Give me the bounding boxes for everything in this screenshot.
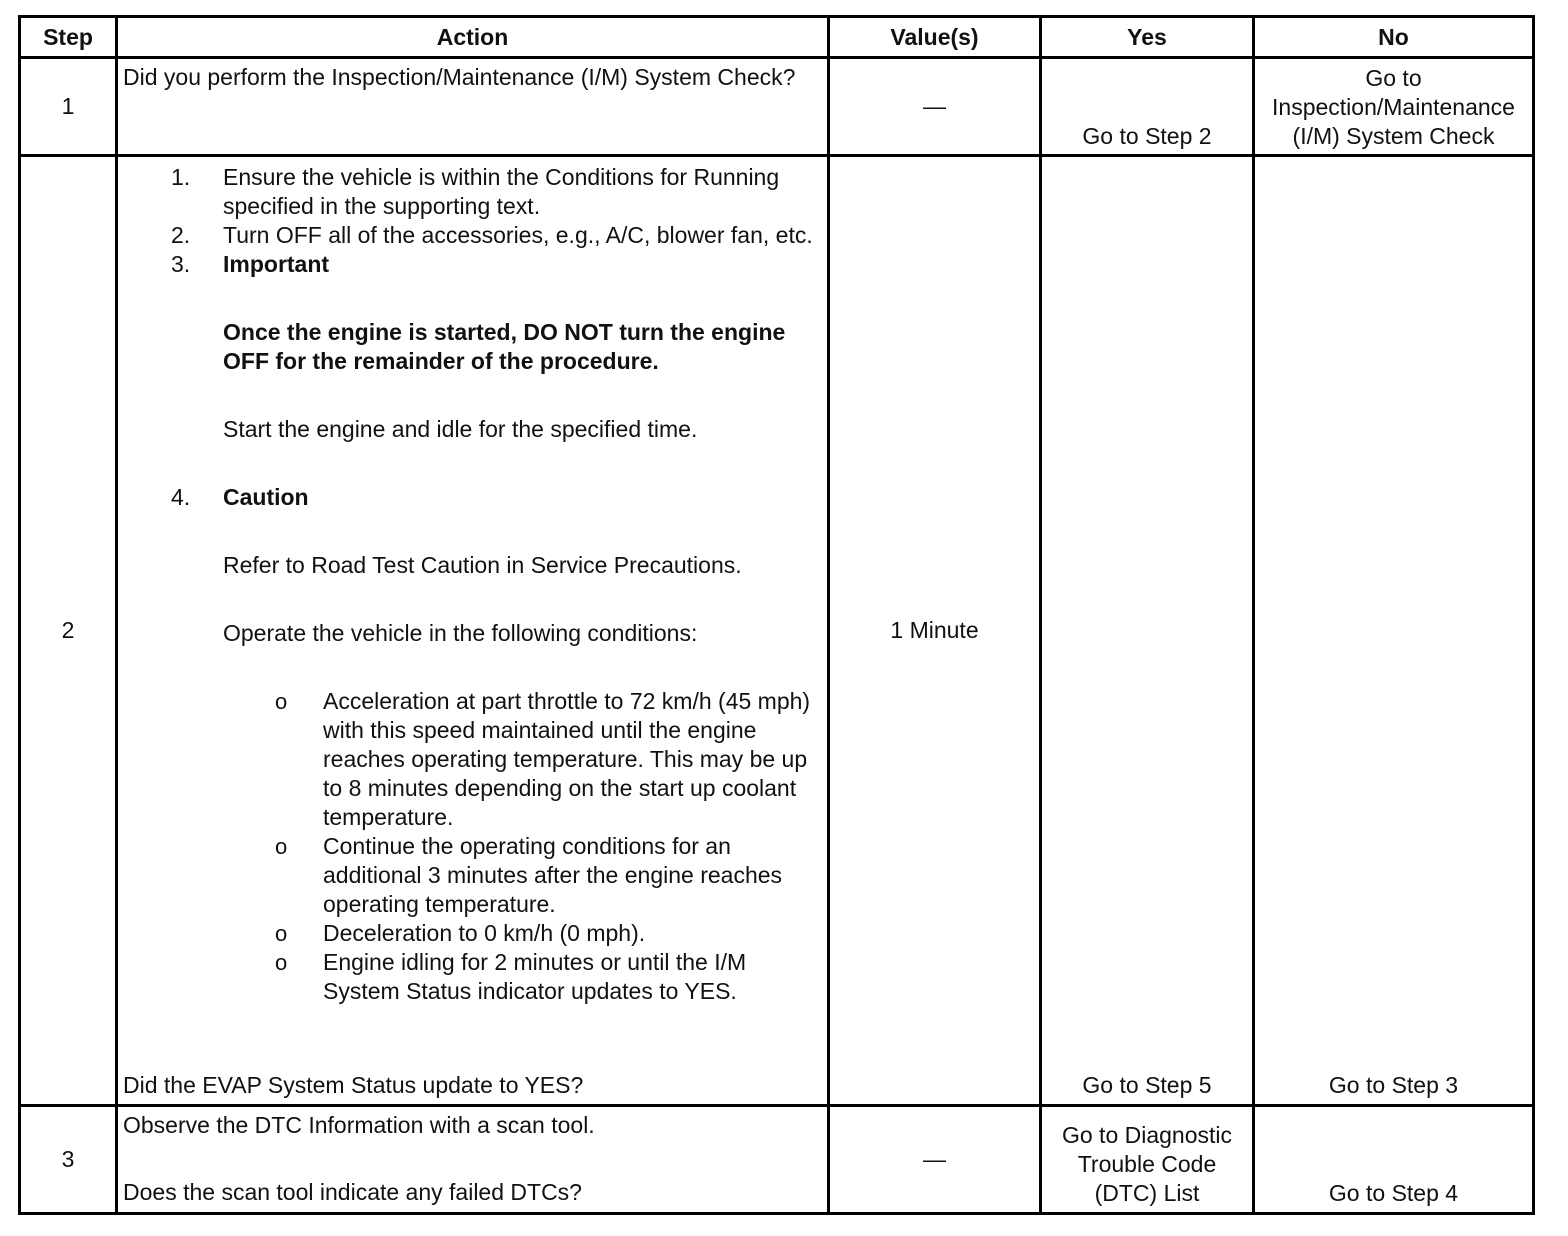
- condition-item: [123, 832, 822, 919]
- step-text: Operate the vehicle in the following conditions:: [223, 620, 698, 647]
- header-action: Action: [117, 17, 829, 58]
- action-cell: [117, 156, 829, 1105]
- important-notice: Once the engine is started, DO NOT turn the engine OFF for the remainder of the procedure.: [223, 319, 786, 375]
- caution-notice: Refer to Road Test Caution in Service Precautions.: [223, 552, 742, 579]
- condition-text: Deceleration to 0 km/h (0 mph).: [323, 920, 646, 947]
- caution-label: Caution: [223, 484, 309, 511]
- no-cell: Go to Step 4: [1254, 1105, 1534, 1213]
- table-row: [20, 156, 1534, 1105]
- header-row: [20, 17, 1534, 58]
- procedure-step: [123, 250, 822, 483]
- step-index: 4.: [171, 484, 191, 511]
- header-no: No: [1254, 17, 1534, 58]
- yes-cell: Go to Step 5: [1041, 156, 1254, 1105]
- header-values: Value(s): [829, 17, 1041, 58]
- table-row: [20, 58, 1534, 156]
- condition-text: Engine idling for 2 minutes or until the I/M System Status indicator updates to YES.: [323, 949, 747, 1005]
- condition-item: [123, 919, 822, 948]
- yes-cell: Go to Step 2: [1041, 58, 1254, 156]
- procedure-step: [123, 163, 822, 221]
- diagnostic-table: [18, 15, 1535, 1215]
- no-cell: Go to Step 3: [1254, 156, 1534, 1105]
- no-cell: Go to Inspection/Maintenance (I/M) System Check: [1254, 58, 1534, 156]
- question-text: Does the scan tool indicate any failed DTCs?: [123, 1178, 582, 1205]
- step-number: 3: [20, 1105, 117, 1213]
- bullet: o: [275, 834, 288, 860]
- header-yes: Yes: [1041, 17, 1254, 58]
- step-text: Turn OFF all of the accessories, e.g., A/C, blower fan, etc.: [223, 222, 813, 249]
- header-step: Step: [20, 17, 117, 58]
- step-index: 1.: [171, 164, 191, 191]
- value-cell: —: [829, 1105, 1041, 1213]
- procedure-list: [123, 163, 822, 687]
- bullet: o: [275, 921, 288, 947]
- action-cell: [117, 1105, 829, 1213]
- condition-text: Continue the operating conditions for an additional 3 minutes after the engine reaches operating temperature.: [323, 833, 783, 918]
- value-cell: 1 Minute: [829, 156, 1041, 1105]
- condition-item: [123, 948, 822, 1006]
- value-cell: —: [829, 58, 1041, 156]
- yes-cell: Go to Diagnostic Trouble Code (DTC) List: [1041, 1105, 1254, 1213]
- step-number: 2: [20, 156, 117, 1105]
- question-text: Did the EVAP System Status update to YES?: [123, 1071, 584, 1098]
- bullet: o: [275, 689, 288, 715]
- action-text: Did you perform the Inspection/Maintenance (I/M) System Check?: [117, 58, 829, 156]
- table-row: [20, 1105, 1534, 1213]
- procedure-step: [123, 483, 822, 687]
- step-text: Start the engine and idle for the specified time.: [223, 416, 698, 443]
- step-text: Ensure the vehicle is within the Conditions for Running specified in the supporting text.: [223, 164, 780, 220]
- condition-item: [123, 687, 822, 832]
- procedure-step: [123, 221, 822, 250]
- action-text: Observe the DTC Information with a scan tool.: [123, 1111, 595, 1138]
- bullet: o: [275, 950, 288, 976]
- step-index: 3.: [171, 251, 191, 278]
- step-index: 2.: [171, 222, 191, 249]
- conditions-list: [123, 687, 822, 1006]
- condition-text: Acceleration at part throttle to 72 km/h (45 mph) with this speed maintained until the engine reaches operating temperature. This may be up to 8 minutes depending on the start up coolant temperature.: [323, 688, 811, 831]
- important-label: Important: [223, 251, 330, 278]
- step-number: 1: [20, 58, 117, 156]
